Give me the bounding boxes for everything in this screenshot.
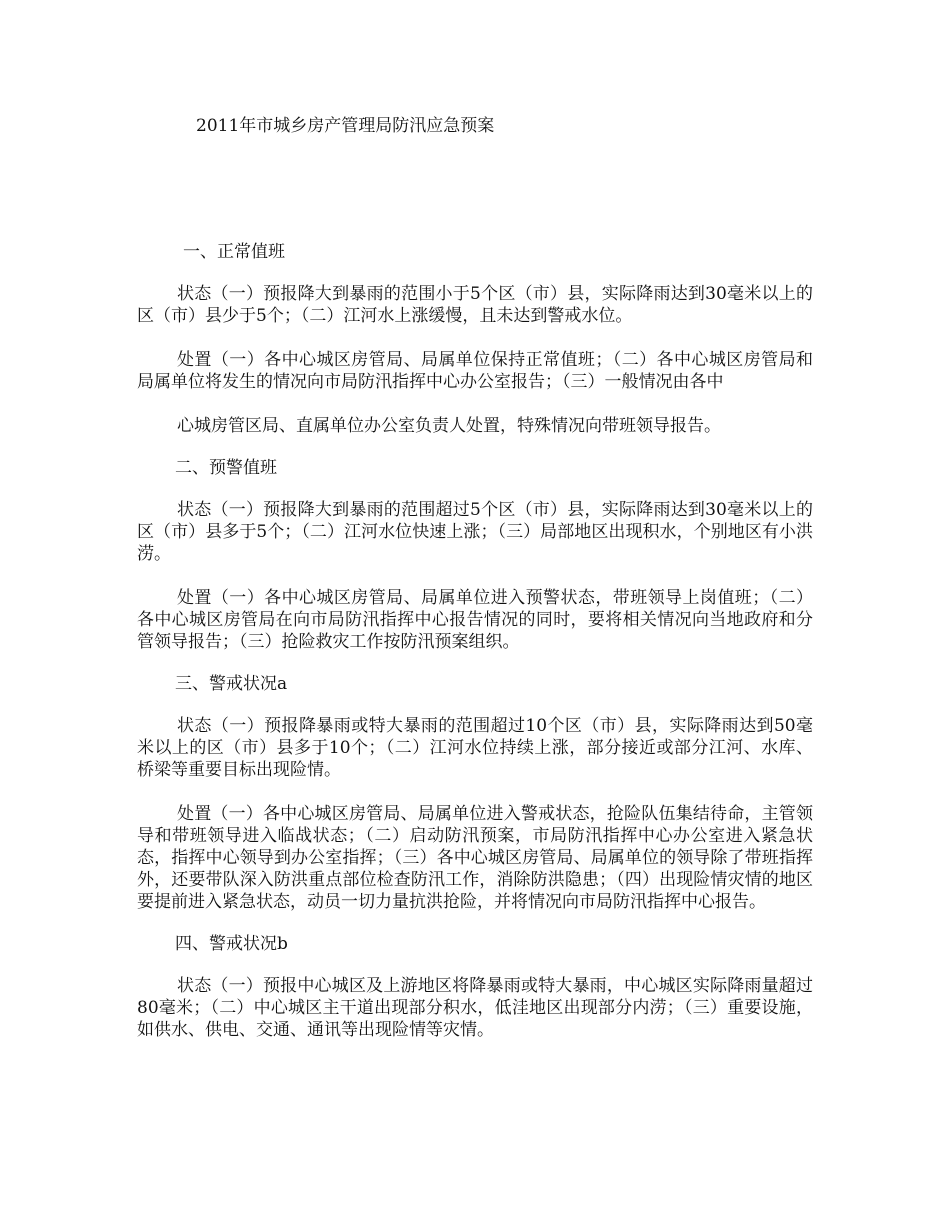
paragraph-alert-a-status: 状态（一）预报降暴雨或特大暴雨的范围超过10个区（市）县，实际降雨达到50毫米以上的区（市）县多于10个；（二）江河水位持续上涨，部分接近或部分江河、水库、桥梁等重要目标出现险情。 (137, 716, 813, 780)
section-heading-warning-duty: 二、预警值班 (175, 458, 277, 478)
paragraph-alert-a-handling: 处置（一）各中心城区房管局、局属单位进入警戒状态，抢险队伍集结待命，主管领导和带班领导进入临战状态；（二）启动防汛预案，市局防汛指挥中心办公室进入紧急状态，指挥中心领导到办公室指挥；（三）各中心城区房管局、局属单位的领导除了带班指挥外，还要带队深入防洪重点部位检查防汛工作，消除防洪隐患；（四）出现险情灾情的地区要提前进入紧急状态，动员一切力量抗洪抢险，并将情况向市局防汛指挥中心报告。 (137, 804, 813, 912)
section-heading-alert-a: 三、警戒状况a (175, 674, 288, 694)
paragraph-warning-status: 状态（一）预报降大到暴雨的范围超过5个区（市）县，实际降雨达到30毫米以上的区（市）县多于5个；（二）江河水位快速上涨；（三）局部地区出现积水，个别地区有小洪涝。 (137, 500, 813, 564)
paragraph-normal-handling: 处置（一）各中心城区房管局、局属单位保持正常值班；（二）各中心城区房管局和局属单位将发生的情况向市局防汛指挥中心办公室报告；（三）一般情况由各中 (137, 350, 813, 392)
paragraph-normal-status: 状态（一）预报降大到暴雨的范围小于5个区（市）县，实际降雨达到30毫米以上的区（市）县少于5个；（二）江河水上涨缓慢，且未达到警戒水位。 (137, 284, 813, 326)
document-body (137, 241, 813, 1063)
section-heading-alert-b: 四、警戒状况b (175, 934, 288, 954)
paragraph-normal-handling-continued: 心城房管区局、直属单位办公室负责人处置，特殊情况向带班领导报告。 (177, 416, 721, 436)
paragraph-alert-b-status: 状态（一）预报中心城区及上游地区将降暴雨或特大暴雨，中心城区实际降雨量超过80毫米；（二）中心城区主干道出现部分积水，低洼地区出现部分内涝；（三）重要设施，如供水、供电、交通、通讯等出现险情等灾情。 (137, 976, 813, 1040)
document-title: 2011年市城乡房产管理局防汛应急预案 (196, 116, 495, 136)
section-heading-normal-duty: 一、正常值班 (183, 242, 285, 262)
paragraph-warning-handling: 处置（一）各中心城区房管局、局属单位进入预警状态，带班领导上岗值班；（二）各中心城区房管局在向市局防汛指挥中心报告情况的同时，要将相关情况向当地政府和分管领导报告；（三）抢险救灾工作按防汛预案组织。 (137, 588, 813, 652)
